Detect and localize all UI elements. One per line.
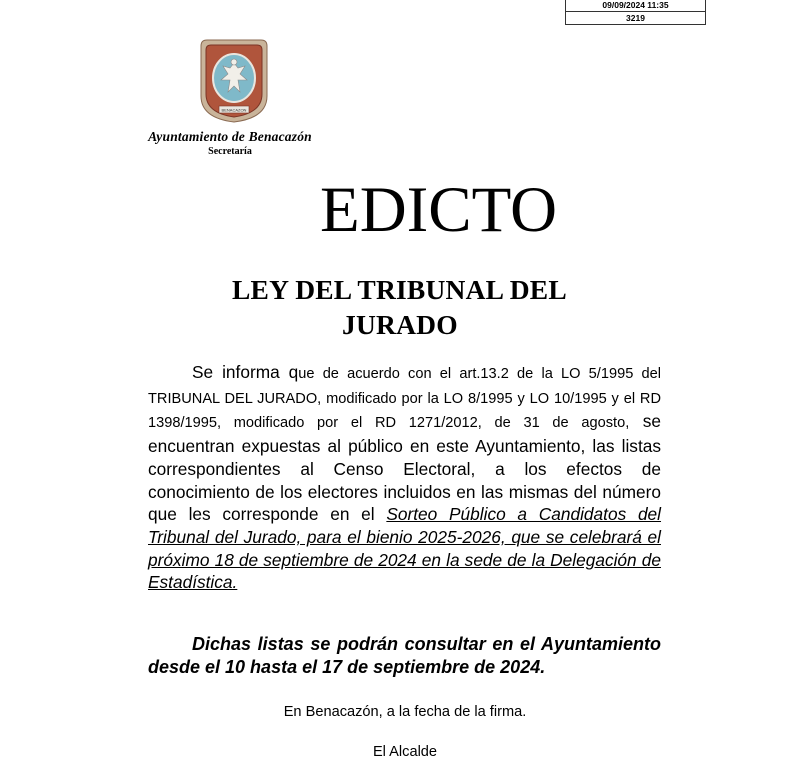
- stamp-number: 3219: [566, 11, 705, 24]
- body-text-lottery-details: Sorteo Público a Candidatos del Tribunal del Jurado, para el bienio 2025-2026, que se celebrará el próximo 18 de septiembre de 2024 en la sede de la Delegación de Estadística.: [148, 504, 662, 593]
- department-name: Secretaría: [208, 146, 252, 157]
- consultation-note-text: Dichas listas se podrán consultar en el Ayuntamiento desde el 10 hasta el 17 de septiembre de 2024.: [148, 634, 661, 677]
- place-and-date: En Benacazón, a la fecha de la firma.: [283, 704, 527, 720]
- consultation-note: [148, 633, 661, 679]
- organization-name: Ayuntamiento de Benacazón: [148, 129, 312, 144]
- registry-stamp: [565, 0, 706, 25]
- body-text-legal-reference: ue de acuerdo con el art.13.2 de la LO 5/1995 del TRIBUNAL DEL JURADO, modificado por la LO 8/1995 y LO 10/1995 y el RD 1398/1995, modificado por el RD 1271/2012, de 31 de agosto,: [148, 366, 661, 432]
- body-text-intro: Se informa q: [192, 362, 299, 382]
- signatory: El Alcalde: [372, 744, 438, 760]
- law-title-line-2: JURADO: [342, 309, 458, 340]
- law-title-line-1: LEY DEL TRIBUNAL DEL: [232, 274, 567, 305]
- stamp-datetime: 09/09/2024 11:35: [602, 0, 669, 10]
- body-paragraph: [148, 361, 661, 594]
- body-text-main: se encuentran expuestas al público en este Ayuntamiento, las listas correspondientes al Censo Electoral, a los efectos de conocimiento de los electores incluidos en las mismas del número que les corresponde en el: [148, 411, 661, 525]
- document-heading: EDICTO: [320, 174, 558, 246]
- law-title: [232, 272, 632, 342]
- svg-text:BENACAZON: BENACAZON: [221, 107, 247, 113]
- municipal-seal-icon: [195, 38, 273, 124]
- organization-block: [125, 129, 335, 157]
